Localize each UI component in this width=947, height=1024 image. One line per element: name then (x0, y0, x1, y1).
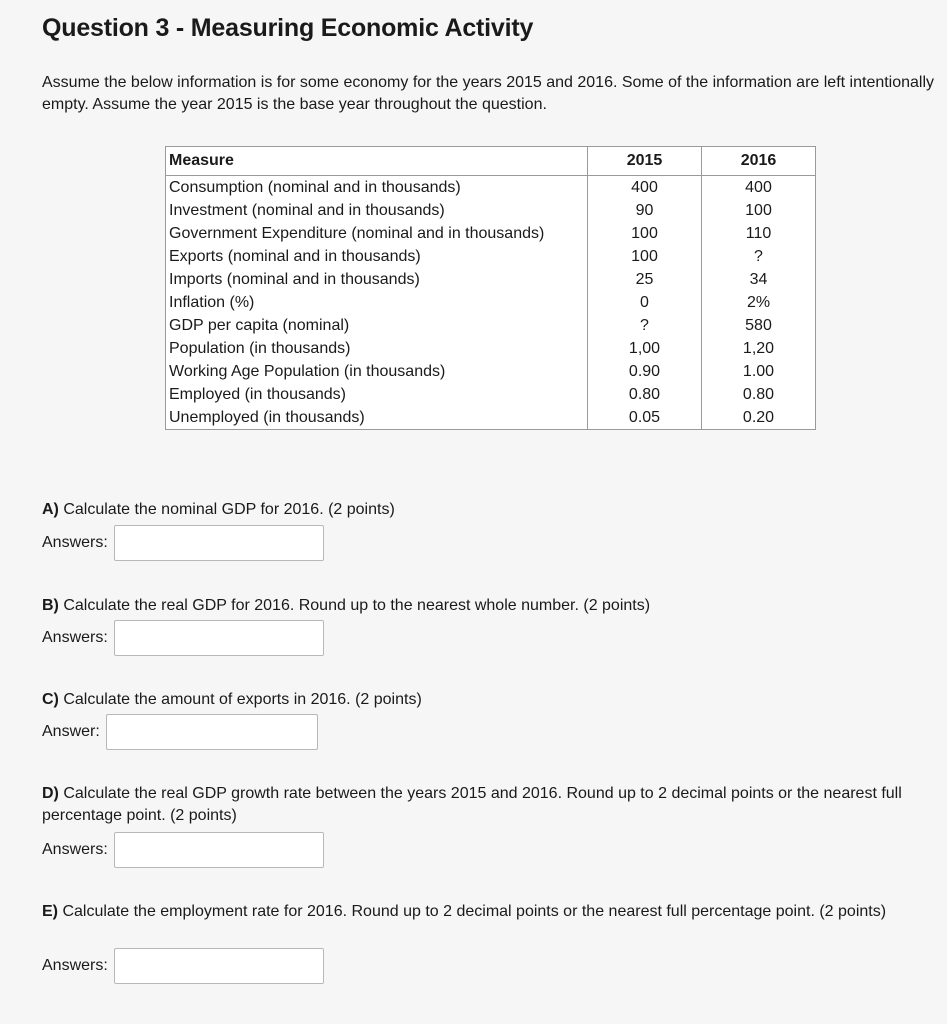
row-measure: Government Expenditure (nominal and in thousands) (166, 222, 588, 245)
row-measure: Population (in thousands) (166, 337, 588, 360)
table-row (166, 245, 816, 268)
answer-label: Answers: (42, 534, 108, 551)
answer-label: Answers: (42, 841, 108, 858)
row-2016-value: 1,20 (702, 337, 816, 360)
question-b (42, 595, 922, 617)
table-row (166, 360, 816, 383)
row-2015-value: 0 (588, 291, 702, 314)
answer-label: Answers: (42, 629, 108, 646)
question-text: Calculate the employment rate for 2016. Round up to 2 decimal points or the nearest full percentage point. (2 points) (58, 903, 887, 920)
table-row (166, 406, 816, 430)
row-2016-value: 580 (702, 314, 816, 337)
row-2015-value: 25 (588, 268, 702, 291)
question-text: Calculate the nominal GDP for 2016. (2 points) (58, 501, 395, 518)
question-intro: Assume the below information is for some economy for the years 2015 and 2016. Some of the information are left intentionally empty. Assume the year 2015 is the base year throughout the question. (42, 74, 935, 113)
table-row (166, 222, 816, 245)
table-row (166, 199, 816, 222)
row-measure: Investment (nominal and in thousands) (166, 199, 588, 222)
row-2016-value: 0.80 (702, 383, 816, 406)
answer-row-a (42, 525, 324, 561)
answer-input-a[interactable] (114, 525, 324, 561)
question-d (42, 783, 922, 827)
question-text: Calculate the real GDP for 2016. Round up to the nearest whole number. (2 points) (58, 597, 651, 614)
question-letter: E) (42, 903, 58, 920)
row-2015-value: ? (588, 314, 702, 337)
table-row (166, 337, 816, 360)
question-letter: D) (42, 785, 59, 802)
header-measure: Measure (166, 147, 588, 176)
row-2016-value: 0.20 (702, 406, 816, 430)
row-2015-value: 0.80 (588, 383, 702, 406)
row-measure: GDP per capita (nominal) (166, 314, 588, 337)
row-2015-value: 90 (588, 199, 702, 222)
table-row (166, 291, 816, 314)
row-2015-value: 100 (588, 222, 702, 245)
row-2016-value: 100 (702, 199, 816, 222)
row-2016-value: 34 (702, 268, 816, 291)
table-row (166, 268, 816, 291)
question-letter: C) (42, 691, 59, 708)
header-2016: 2016 (702, 147, 816, 176)
row-measure: Working Age Population (in thousands) (166, 360, 588, 383)
row-measure: Imports (nominal and in thousands) (166, 268, 588, 291)
row-2016-value: 2% (702, 291, 816, 314)
answer-label: Answer: (42, 723, 100, 740)
row-2015-value: 0.90 (588, 360, 702, 383)
row-2016-value: 1.00 (702, 360, 816, 383)
row-2015-value: 400 (588, 176, 702, 200)
answer-row-c (42, 714, 318, 750)
question-letter: A) (42, 501, 59, 518)
question-c (42, 689, 922, 711)
question-a (42, 499, 922, 521)
table-row (166, 314, 816, 337)
answer-label: Answers: (42, 957, 108, 974)
answer-input-b[interactable] (114, 620, 324, 656)
answer-input-e[interactable] (114, 948, 324, 984)
row-measure: Consumption (nominal and in thousands) (166, 176, 588, 200)
row-measure: Exports (nominal and in thousands) (166, 245, 588, 268)
question-e (42, 901, 922, 923)
question-letter: B) (42, 597, 59, 614)
row-2015-value: 0.05 (588, 406, 702, 430)
header-2015: 2015 (588, 147, 702, 176)
table-row (166, 383, 816, 406)
answer-row-e (42, 948, 324, 984)
row-2016-value: ? (702, 245, 816, 268)
economy-data-table (165, 146, 816, 430)
answer-input-d[interactable] (114, 832, 324, 868)
answer-row-d (42, 832, 324, 868)
answer-row-b (42, 620, 324, 656)
row-measure: Inflation (%) (166, 291, 588, 314)
row-2015-value: 100 (588, 245, 702, 268)
row-2016-value: 110 (702, 222, 816, 245)
table-row (166, 176, 816, 200)
answer-input-c[interactable] (106, 714, 318, 750)
row-2015-value: 1,00 (588, 337, 702, 360)
row-measure: Unemployed (in thousands) (166, 406, 588, 430)
question-text: Calculate the amount of exports in 2016. (2 points) (58, 691, 422, 708)
table-header-row (166, 147, 816, 176)
row-measure: Employed (in thousands) (166, 383, 588, 406)
row-2016-value: 400 (702, 176, 816, 200)
question-text: Calculate the real GDP growth rate between the years 2015 and 2016. Round up to 2 decimal points or the nearest full percentage point. (2 points) (42, 785, 902, 824)
page-title: Question 3 - Measuring Economic Activity (42, 14, 534, 42)
